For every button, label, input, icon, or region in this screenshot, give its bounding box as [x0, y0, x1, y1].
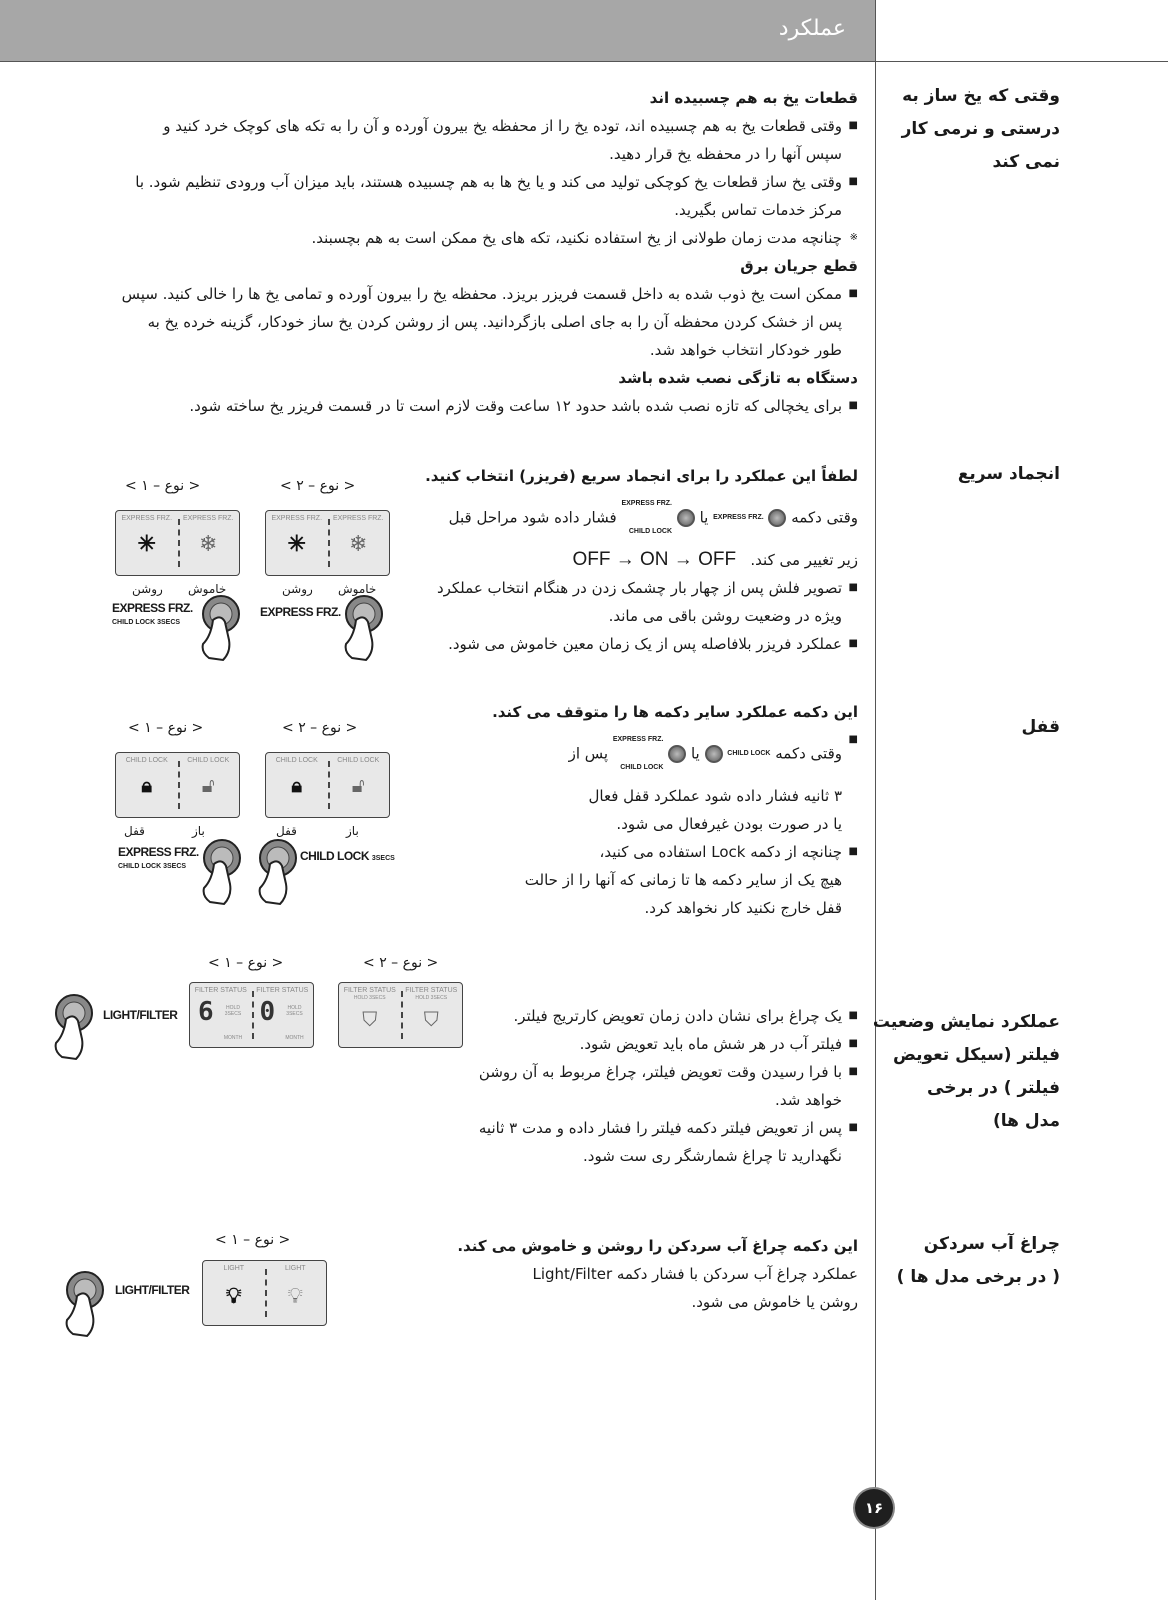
button-icon: [768, 509, 786, 527]
header-divider: [0, 61, 1168, 62]
pressing-finger-icon[interactable]: [338, 592, 388, 662]
type-2-caption: < نوع – ۲ >: [282, 720, 358, 736]
light-bulb-off-icon: 💡︎: [287, 1283, 303, 1308]
pressing-finger-icon[interactable]: [59, 1268, 109, 1338]
pressing-finger-icon[interactable]: [196, 836, 246, 906]
express-panel-type-1: EXPRESS FRZ. ✳ EXPRESS FRZ. ❄: [115, 510, 240, 576]
subheading-stuck-ice: قطعات یخ به هم چسبیده اند: [649, 89, 858, 107]
page-title: عملکرد: [778, 16, 846, 41]
express-intro: لطفاً این عملکرد را برای انجماد سریع (فریزر) انتخاب کنید.: [425, 467, 858, 485]
express-panel-type-2: EXPRESS FRZ. ✳ EXPRESS FRZ. ❄: [265, 510, 390, 576]
section-heading-express-freeze: انجماد سریع: [957, 464, 1060, 484]
list-item: ■ با فرا رسیدن وقت تعویض فیلتر، چراغ مربوط به آن روشن خواهد شد.: [478, 1063, 858, 1109]
list-item: ■ وقتی دکمه CHILD LOCK یا EXPRESS FRZ. CHILD LOCK پس از ۳ ثانیه فشار داده شود عملکرد قفل فعال یا در صورت بودن غیرفعال می شود.: [418, 726, 858, 838]
light-filter-button-label: LIGHT/FILTER: [115, 1283, 190, 1297]
list-item: ■ وقتی یخ ساز قطعات یخ کوچکی تولید می کند و یا یخ ها به هم چسبیده هستند، باید میزان آب ورودی تنظیم شود. با مرکز خدمات تماس بگیرید.: [135, 173, 858, 219]
light-intro: این دکمه چراغ آب سردکن را روشن و خاموش می کند.: [457, 1237, 858, 1255]
filter-cartridge-icon: ⛉: [423, 1009, 439, 1031]
lock-panel-type-2: CHILD LOCK 🔒︎ CHILD LOCK 🔓︎: [265, 752, 390, 818]
section-heading-filter-status: عملکرد نمایش وضعیت فیلتر (سیکل تعویض فیلتر ) در برخی مدل ها): [872, 1012, 1060, 1131]
express-frz-child-lock-button-label: EXPRESS FRZ. CHILD LOCK 3SECS: [112, 601, 193, 626]
button-icon: [668, 745, 686, 763]
lock-flashing-icon: 🔒︎: [291, 775, 303, 797]
snowflake-icon: ❄: [199, 531, 218, 556]
light-bulb-on-icon: 💡︎: [226, 1283, 242, 1308]
type-1-caption: < نوع – ۱ >: [215, 1232, 291, 1248]
list-item: ■ یک چراغ برای نشان دادن زمان تعویض کارتریج فیلتر.: [513, 1007, 858, 1025]
list-item: ■ عملکرد فریزر بلافاصله پس از یک زمان معین خاموش می شود.: [448, 635, 858, 653]
list-item: عملکرد چراغ آب سردکن با فشار دکمه Light/Filter روشن یا خاموش می شود.: [532, 1265, 858, 1311]
filter-status-figure: [48, 955, 478, 1095]
dispenser-light-content: [418, 1232, 858, 1316]
express-frz-button-label: EXPRESS FRZ.: [260, 605, 341, 619]
section-heading-lock: قفل: [1021, 717, 1060, 737]
list-item: ■ فیلتر آب در هر شش ماه باید تعویض شود.: [579, 1035, 858, 1053]
section-heading-ice-maker: وقتی که یخ ساز به درستی و نرمی کار نمی کند: [901, 86, 1060, 172]
filter-panel-type-2: FILTER STATUS HOLD 3SECS ⛉ FILTER STATUS HOLD 3SECS ⛉: [338, 982, 463, 1048]
list-item: ■ تصویر فلش پس از چهار بار چشمک زدن در هنگام انتخاب عملکرد ویژه در وضعیت روشن باقی می ماند.: [436, 579, 858, 625]
lock-flashing-icon: 🔒︎: [141, 775, 153, 797]
filter-month-digit: 0: [259, 997, 276, 1027]
column-divider: [875, 0, 876, 1600]
express-freeze-content: [418, 462, 858, 658]
express-frz-icon: EXPRESS FRZ.: [713, 514, 764, 521]
ice-maker-content: [98, 84, 858, 420]
list-item: ■ برای یخچالی که تازه نصب شده باشد حدود ۱۲ ساعت وقت لازم است تا در قسمت فریزر یخ ساخته شود.: [189, 397, 858, 415]
light-filter-button-label: LIGHT/FILTER: [103, 1008, 178, 1022]
express-frz-child-lock-button-label: EXPRESS FRZ. CHILD LOCK 3SECS: [118, 845, 199, 870]
unlock-icon: 🔓︎: [351, 775, 365, 797]
button-icon: [705, 745, 723, 763]
type-2-caption: < نوع – ۲ >: [280, 478, 356, 494]
dispenser-light-figure: [55, 1232, 345, 1362]
pressing-finger-icon[interactable]: [48, 991, 98, 1061]
list-item: ■ ممکن است یخ ذوب شده به داخل قسمت فریزر بریزد. محفظه یخ را بیرون آورده و تمامی یخ ها را خالی کنید. سپس پس از خشک کردن محفظه آن را به جای اصلی بازگردانید. پس از روشن کردن یخ ساز خودکار، گزینه خرده یخ به طور خودکار انتخاب خواهد شد.: [121, 285, 858, 359]
snowflake-flashing-icon: ✳: [287, 531, 306, 556]
filter-panel-type-1: FILTER STATUS 6 HOLD 3SECS MONTH FILTER STATUS 0 HOLD 3SECS MONTH: [189, 982, 314, 1048]
type-1-caption: < نوع – ۱ >: [208, 955, 284, 971]
type-1-caption: < نوع – ۱ >: [128, 720, 204, 736]
note-item: ※ چنانچه مدت زمان طولانی از یخ استفاده نکنید، تکه های یخ ممکن است به هم بچسبند.: [311, 229, 858, 247]
express-freeze-figure: < نوع – ۱ > < نوع – ۲ > EXPRESS FRZ. ✳ EXPRESS FRZ. ❄ EXPRESS FRZ. ✳ EXPRESS FRZ. ❄ روشن خاموش روشن خاموش EXPRESS FRZ. CHILD LOCK 3SECS EXPRESS FRZ.: [110, 478, 400, 678]
off-on-off-sequence: OFF → ON → OFF: [572, 549, 737, 570]
page-number: ۱۶: [855, 1489, 893, 1527]
lock-content: [418, 698, 858, 922]
lock-figure: < نوع – ۱ > < نوع – ۲ > CHILD LOCK 🔒︎ CHILD LOCK 🔓︎ CHILD LOCK 🔒︎ CHILD LOCK 🔓︎ قفل باز قفل باز EXPRESS FRZ. CHILD LOCK 3SECS CHILD LOCK 3SECS: [110, 720, 400, 920]
button-icon: [677, 509, 695, 527]
filter-status-content: [418, 1002, 858, 1170]
subheading-new-install: دستگاه به تازگی نصب شده باشد: [618, 369, 858, 387]
express-frz-child-lock-icon: EXPRESS FRZ. CHILD LOCK: [612, 736, 664, 771]
light-panel: LIGHT 💡︎ LIGHT 💡︎: [202, 1260, 327, 1326]
list-item: ■ وقتی قطعات یخ به هم چسبیده اند، توده یخ را از محفظه یخ بیرون آورده و آن را به تکه های کوچک خرد کنید و سپس آنها را در محفظه یخ قرار دهید.: [163, 117, 858, 163]
pressing-finger-icon[interactable]: [195, 592, 245, 662]
filter-cartridge-icon: ⛉: [362, 1009, 378, 1031]
section-heading-dispenser-light: چراغ آب سردکن ( در برخی مدل ها ): [896, 1234, 1060, 1287]
lock-panel-type-1: CHILD LOCK 🔒︎ CHILD LOCK 🔓︎: [115, 752, 240, 818]
snowflake-flashing-icon: ✳: [137, 531, 156, 556]
header-band: [0, 0, 875, 62]
snowflake-icon: ❄: [349, 531, 368, 556]
list-item: ■ پس از تعویض فیلتر دکمه فیلتر را فشار داده و مدت ۳ ثانیه نگهدارید تا چراغ شمارشگر ری ست شود.: [478, 1119, 858, 1165]
filter-month-digit: 6: [198, 997, 214, 1027]
express-frz-child-lock-icon: EXPRESS FRZ. CHILD LOCK: [621, 500, 673, 535]
subheading-power-outage: قطع جریان برق: [740, 257, 858, 275]
lock-intro: این دکمه عملکرد سایر دکمه ها را متوقف می کند.: [492, 703, 858, 721]
list-item: وقتی دکمه EXPRESS FRZ. یا EXPRESS FRZ. CHILD LOCK فشار داده شود مراحل قبل زیر تغییر می کند. OFF → ON → OFF: [418, 490, 858, 574]
type-2-caption: < نوع – ۲ >: [363, 955, 439, 971]
list-item: ■ چنانچه از دکمه Lock استفاده می کنید، هیچ یک از سایر دکمه ها تا زمانی که آنها را از حالت قفل خارج نکنید کار نخواهد کرد.: [524, 843, 858, 917]
type-1-caption: < نوع – ۱ >: [125, 478, 201, 494]
unlock-icon: 🔓︎: [201, 775, 215, 797]
pressing-finger-icon[interactable]: [252, 836, 302, 906]
child-lock-icon: CHILD LOCK: [727, 750, 771, 757]
child-lock-button-label: CHILD LOCK 3SECS: [300, 849, 395, 863]
